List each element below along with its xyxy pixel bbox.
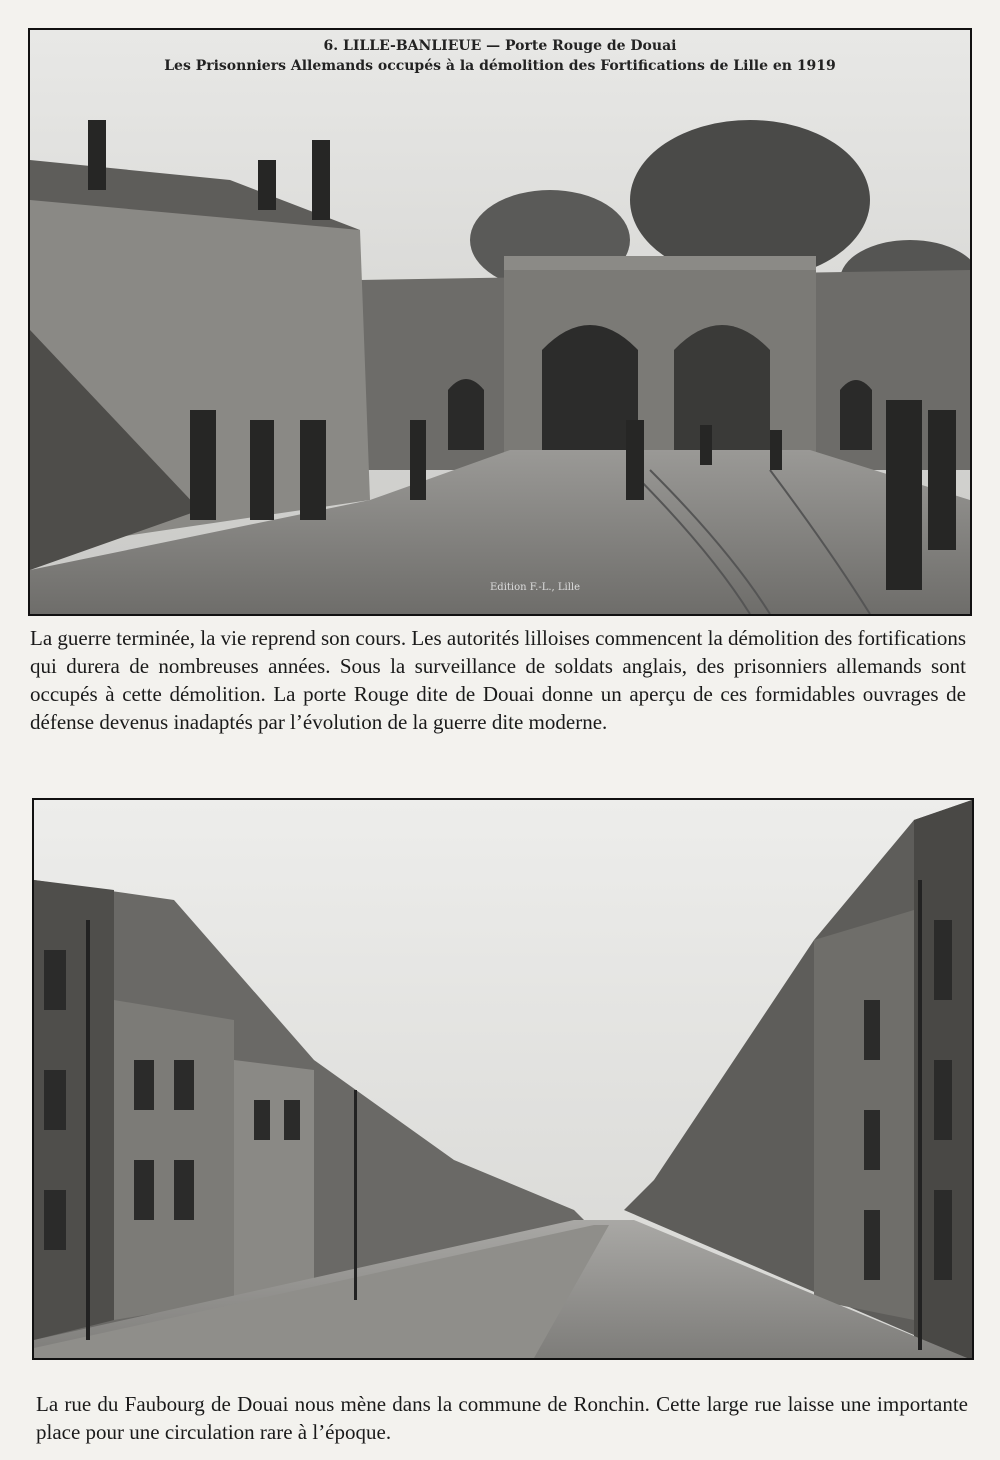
- caption-top: La guerre terminée, la vie reprend son cours. Les autorités lilloises commencent la démolition des fortifications qui durera de nombreuses années. Sous la surveillance de soldats anglais, des prisonniers allemands sont occupés à cette démolition. La porte Rouge dite de Douai donne un aperçu de ces formidables ouvrages de défense devenus inadaptés par l’évolution de la guerre dite moderne.: [30, 626, 966, 734]
- photo-rue-faubourg-de-douai: [32, 798, 974, 1360]
- caption-bottom: La rue du Faubourg de Douai nous mène dans la commune de Ronchin. Cette large rue laisse une importante place pour une circulation rare à l’époque.: [36, 1392, 968, 1444]
- postcard-publisher: Edition F.-L., Lille: [490, 582, 581, 593]
- postcard-subtitle: Les Prisonniers Allemands occupés à la démolition des Fortifications de Lille en 1919: [164, 58, 836, 74]
- photo-porte-rouge: [28, 28, 972, 616]
- postcard-title: 6. LILLE-BANLIEUE — Porte Rouge de Douai: [323, 38, 677, 54]
- photo-porte-rouge-illustration: [30, 30, 970, 614]
- photo-street-illustration: [34, 800, 972, 1358]
